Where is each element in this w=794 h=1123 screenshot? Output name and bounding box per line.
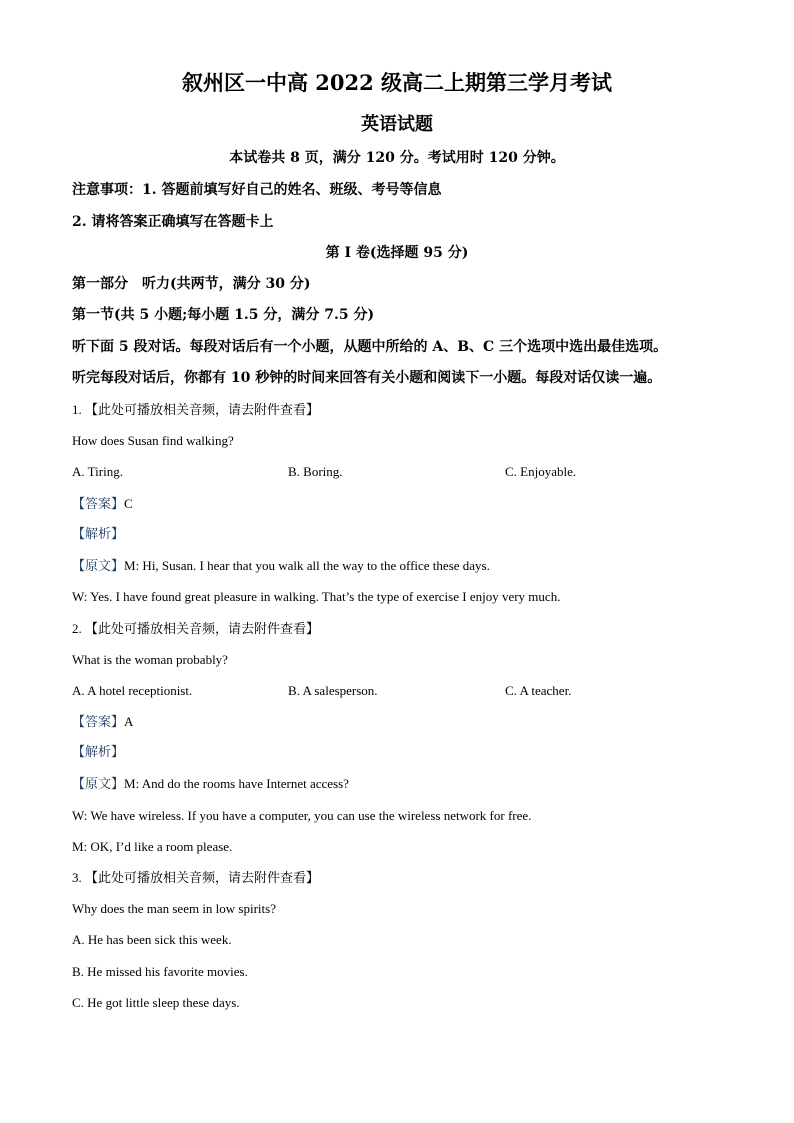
question-2-audio-note: 2. 【此处可播放相关音频，请去附件查看】 xyxy=(72,621,320,636)
question-1-option-b: B. Boring. xyxy=(288,464,343,479)
volume-heading: 第 I 卷(选择题 95 分) xyxy=(325,245,469,261)
instruction-line-1: 听下面 5 段对话。每段对话后有一个小题，从题中所给的 A、B、C 三个选项中选出最佳选项。 xyxy=(72,339,668,355)
question-1-stem: How does Susan find walking? xyxy=(72,433,234,448)
question-1-transcript-2: W: Yes. I have found great pleasure in walking. That’s the type of exercise I enjoy very much. xyxy=(72,589,561,604)
question-2-transcript-2: W: We have wireless. If you have a computer, you can use the wireless network for free. xyxy=(72,808,532,823)
instruction-line-2: 听完每段对话后，你都有 10 秒钟的时间来回答有关小题和阅读下一小题。每段对话仅读一遍。 xyxy=(72,370,662,386)
question-3-option-c: C. He got little sleep these days. xyxy=(72,995,240,1010)
transcript-tag: 【原文】 xyxy=(72,777,125,792)
transcript-tag: 【原文】 xyxy=(72,559,125,574)
answer-value: A xyxy=(124,714,134,729)
answer-tag: 【答案】 xyxy=(72,497,125,512)
exam-title: 叙州区一中高 2022 级高二上期第三学月考试 xyxy=(181,70,613,95)
answer-tag: 【答案】 xyxy=(72,715,125,730)
section-heading: 第一节(共 5 小题;每小题 1.5 分，满分 7.5 分) xyxy=(72,307,375,323)
question-2-analysis-tag: 【解析】 xyxy=(72,745,125,760)
transcript-text: M: Hi, Susan. I hear that you walk all the way to the office these days. xyxy=(124,558,490,573)
question-3-stem: Why does the man seem in low spirits? xyxy=(72,901,276,916)
question-2-transcript-1 xyxy=(72,777,349,791)
question-1-option-c: C. Enjoyable. xyxy=(505,464,577,479)
question-1-audio-note: 1. 【此处可播放相关音频，请去附件查看】 xyxy=(72,402,320,417)
transcript-text: M: And do the rooms have Internet access? xyxy=(124,776,349,791)
question-2-transcript-3: M: OK, I’d like a room please. xyxy=(72,839,233,854)
question-1-analysis-tag: 【解析】 xyxy=(72,527,125,542)
question-2-option-c: C. A teacher. xyxy=(505,683,572,698)
notice-line-2: 2. 请将答案正确填写在答题卡上 xyxy=(72,214,274,230)
exam-subtitle: 英语试题 xyxy=(361,114,433,135)
question-2-option-a: A. A hotel receptionist. xyxy=(72,683,193,698)
exam-info: 本试卷共 8 页，满分 120 分。考试用时 120 分钟。 xyxy=(229,150,565,166)
answer-value: C xyxy=(124,496,133,511)
question-1-transcript-1 xyxy=(72,559,490,573)
question-3-option-b: B. He missed his favorite movies. xyxy=(72,964,248,979)
question-2-stem: What is the woman probably? xyxy=(72,652,228,667)
question-2-option-b: B. A salesperson. xyxy=(288,683,378,698)
question-1-option-a: A. Tiring. xyxy=(72,464,123,479)
question-1-answer xyxy=(72,497,133,511)
question-3-option-a: A. He has been sick this week. xyxy=(72,932,232,947)
part-heading: 第一部分 听力(共两节，满分 30 分) xyxy=(72,276,311,292)
question-2-answer xyxy=(72,715,133,729)
notice-line-1: 注意事项：1. 答题前填写好自己的姓名、班级、考号等信息 xyxy=(72,182,442,198)
question-3-audio-note: 3. 【此处可播放相关音频，请去附件查看】 xyxy=(72,870,320,885)
